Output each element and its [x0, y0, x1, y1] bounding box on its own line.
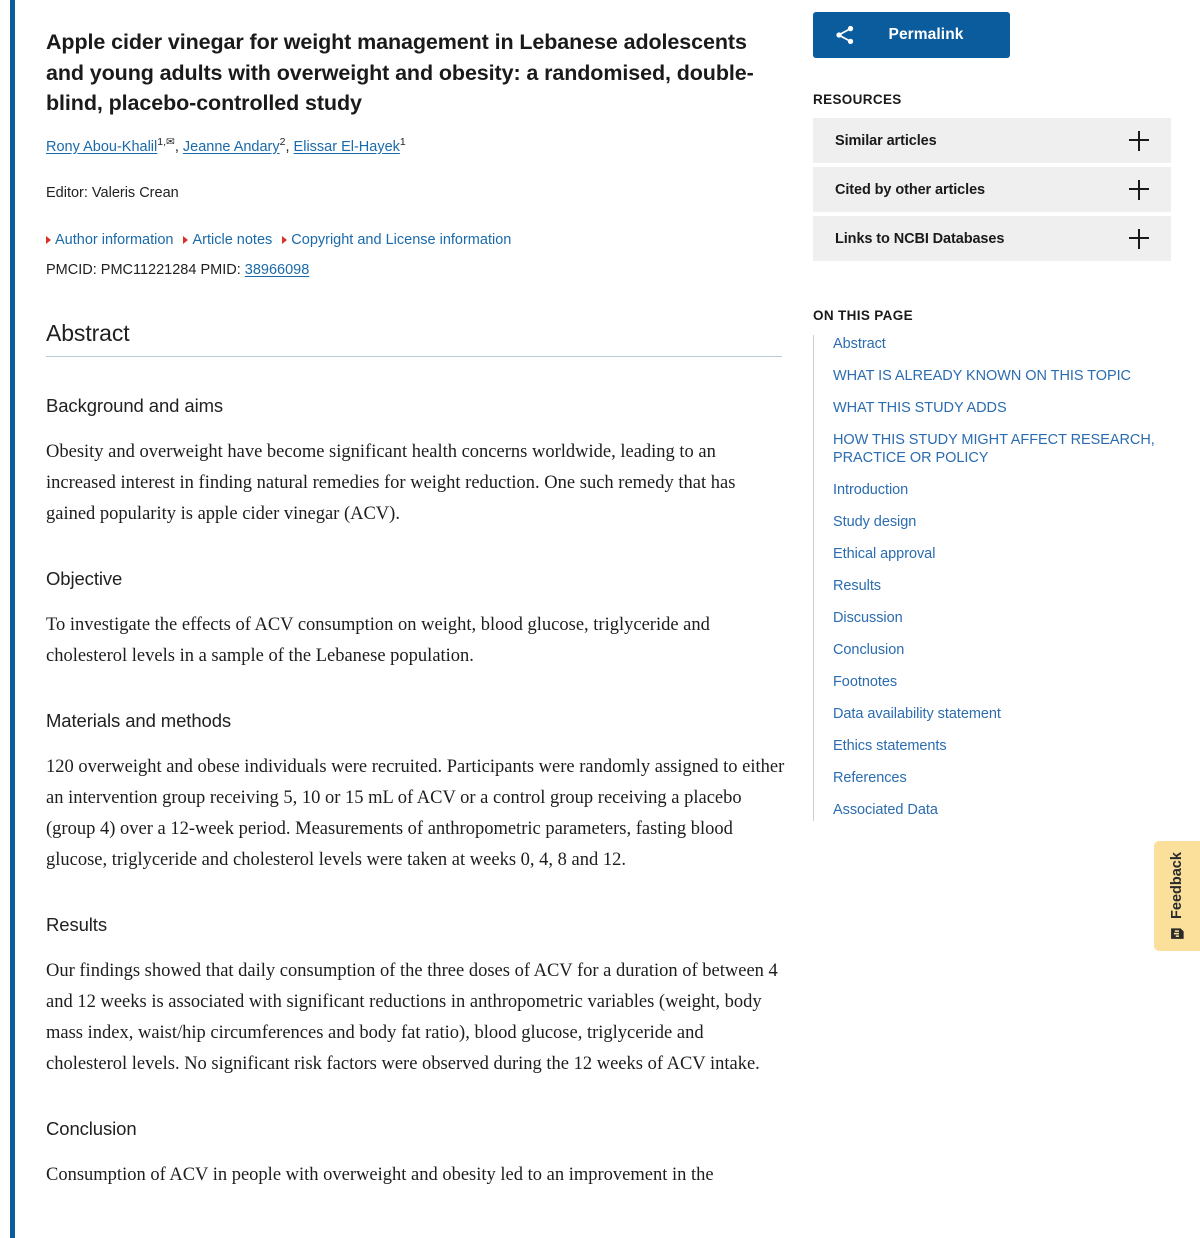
author-link-1[interactable]: Rony Abou-Khalil [46, 138, 158, 155]
paragraph-materials-and-methods: 120 overweight and obese individuals were recruited. Participants were randomly assigned to either an intervention group receiving 5, 10 or 15 mL of ACV or a control group receiving a placebo (group 4) over a 12-week period. Measurements of anthropometric parameters, fasting blood glucose, triglyceride and cholesterol levels were taken at weeks 0, 4, 8 and 12. [46, 756, 785, 870]
resources-heading: RESOURCES [813, 92, 902, 107]
resource-label: Links to NCBI Databases [835, 230, 1005, 247]
article-identifiers [46, 262, 786, 278]
toc-item-abstract[interactable]: Abstract [833, 336, 886, 352]
paragraph-results: Our findings showed that daily consumption of the three doses of ACV for a duration of between 4 and 12 weeks is associated with significant reductions in anthropometric variables (weight, body mass index, waist/hip circumferences and body fat ratio), blood glucose, triglyceride and cholesterol levels. No significant risk factors were observed during the 12 weeks of ACV intake. [46, 960, 778, 1074]
on-this-page-nav [813, 335, 1173, 821]
article-notes-link[interactable] [183, 232, 272, 248]
resource-label: Similar articles [835, 132, 937, 149]
plus-icon[interactable] [1129, 131, 1149, 151]
plus-icon[interactable] [1129, 180, 1149, 200]
author-list [46, 137, 786, 157]
resource-label: Cited by other articles [835, 181, 985, 198]
toc-item-what-is-already-known-on-this-topic[interactable]: WHAT IS ALREADY KNOWN ON THIS TOPIC [833, 368, 1131, 384]
subheading-results: Results [46, 913, 107, 935]
toc-item-how-this-study-might-affect-research-practice-or-policy[interactable]: HOW THIS STUDY MIGHT AFFECT RESEARCH, PRACTICE OR POLICY [833, 432, 1155, 466]
feedback-label: Feedback [1169, 852, 1185, 919]
paragraph-objective: To investigate the effects of ACV consumption on weight, blood glucose, triglyceride and cholesterol levels in a sample of the Lebanese population. [46, 614, 710, 666]
toc-item-what-this-study-adds[interactable]: WHAT THIS STUDY ADDS [833, 400, 1007, 416]
permalink-label: Permalink [888, 26, 964, 43]
subheading-objective: Objective [46, 567, 123, 589]
author-affiliation-1: 1, [157, 135, 167, 148]
author-affiliation-2: 2 [279, 135, 286, 148]
pmid-link[interactable]: 38966098 [244, 261, 310, 278]
article-main-column [46, 0, 786, 1191]
corresponding-author-envelope-icon[interactable]: ✉ [166, 135, 175, 148]
page-title: Apple cider vinegar for weight management in Lebanese adolescents and young adults with overweight and obesity: a randomised, double-blind, placebo-controlled study [46, 30, 754, 115]
article-meta-links [46, 230, 786, 250]
toc-item-ethics-statements[interactable]: Ethics statements [833, 738, 947, 754]
subheading-background-and-aims: Background and aims [46, 394, 224, 416]
right-sidebar [813, 0, 1173, 821]
triangle-right-icon [282, 236, 287, 244]
author-information-label: Author information [55, 231, 174, 248]
subheading-conclusion: Conclusion [46, 1117, 137, 1139]
editor-line: Editor: Valeris Crean [46, 184, 179, 201]
copyright-license-label: Copyright and License information [291, 231, 512, 248]
article-notes-label: Article notes [192, 231, 273, 248]
triangle-right-icon [46, 236, 51, 244]
subheading-materials-and-methods: Materials and methods [46, 709, 232, 731]
resource-item-cited-by-other-articles[interactable] [813, 167, 1171, 212]
toc-item-introduction[interactable]: Introduction [833, 482, 909, 498]
resource-item-links-to-ncbi-databases[interactable] [813, 216, 1171, 261]
on-this-page-heading: ON THIS PAGE [813, 308, 913, 323]
author-affiliation-3: 1 [399, 135, 406, 148]
toc-item-discussion[interactable]: Discussion [833, 610, 903, 626]
toc-item-results[interactable]: Results [833, 578, 881, 594]
toc-item-conclusion[interactable]: Conclusion [833, 642, 905, 658]
paragraph-background-and-aims: Obesity and overweight have become significant health concerns worldwide, leading to an increased interest in finding natural remedies for weight reduction. One such remedy that has gained popularity is apple cider vinegar (ACV). [46, 441, 736, 524]
toc-item-data-availability-statement[interactable]: Data availability statement [833, 706, 1001, 722]
author-link-2[interactable]: Jeanne Andary [182, 138, 280, 155]
pmcid-text: PMCID: PMC11221284 PMID: [46, 261, 245, 278]
feedback-tab[interactable] [1154, 841, 1200, 951]
share-icon [834, 24, 856, 46]
author-separator-1: , [174, 138, 183, 155]
permalink-button[interactable] [813, 12, 1010, 58]
copyright-license-link[interactable] [282, 232, 511, 248]
resources-list [813, 118, 1173, 261]
chart-icon [1170, 925, 1185, 940]
author-link-3[interactable]: Elissar El-Hayek [293, 138, 400, 155]
feedback-tab-inner [1169, 852, 1185, 940]
resource-item-similar-articles[interactable] [813, 118, 1171, 163]
toc-item-associated-data[interactable]: Associated Data [833, 802, 938, 818]
toc-item-ethical-approval[interactable]: Ethical approval [833, 546, 936, 562]
author-information-link[interactable] [46, 232, 173, 248]
triangle-right-icon [183, 236, 188, 244]
left-accent-rail [10, 0, 15, 1238]
plus-icon[interactable] [1129, 229, 1149, 249]
toc-item-footnotes[interactable]: Footnotes [833, 674, 898, 690]
author-separator-2: , [285, 138, 294, 155]
paragraph-conclusion: Consumption of ACV in people with overweight and obesity led to an improvement in the [46, 1164, 714, 1185]
abstract-heading: Abstract [46, 278, 782, 357]
toc-item-study-design[interactable]: Study design [833, 514, 917, 530]
toc-item-references[interactable]: References [833, 770, 907, 786]
